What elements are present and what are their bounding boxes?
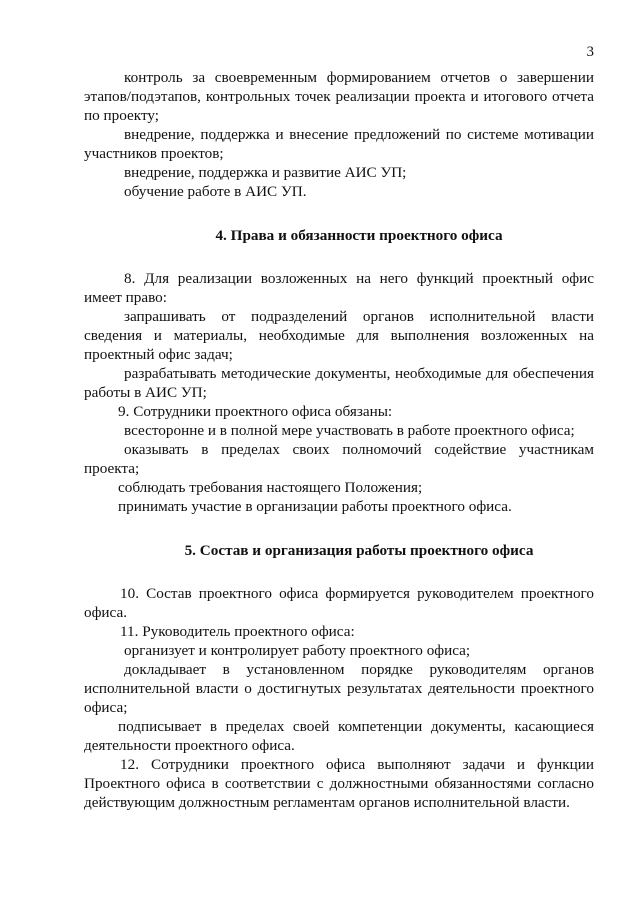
section-heading: 5. Состав и организация работы проектного офиса (184, 542, 534, 559)
paragraph: запрашивать от подразделений органов исполнительной власти сведения и материалы, необходимые для выполнения возложенных на проектный офис задач; (84, 308, 594, 363)
paragraph: 11. Руководитель проектного офиса: (120, 623, 355, 640)
paragraph: внедрение, поддержка и внесение предложений по системе мотивации участников проектов; (84, 126, 594, 162)
paragraph: докладывает в установленном порядке руководителям органов исполнительной власти о достигнутых результатах деятельности проектного офиса; (84, 661, 594, 716)
document-body (84, 68, 594, 812)
paragraph: 10. Состав проектного офиса формируется руководителем проектного офиса. (84, 585, 594, 621)
section-heading: 4. Права и обязанности проектного офиса (215, 227, 503, 244)
paragraph: 12. Сотрудники проектного офиса выполняют задачи и функции Проектного офиса в соответствии с должностными обязанностями согласно действующим должностным регламентам органов исполнительной власти. (84, 756, 594, 811)
paragraph: обучение работе в АИС УП. (124, 183, 307, 200)
paragraph: всесторонне и в полной мере участвовать в работе проектного офиса; (124, 422, 575, 439)
paragraph: принимать участие в организации работы проектного офиса. (118, 498, 512, 515)
paragraph: 9. Сотрудники проектного офиса обязаны: (118, 403, 393, 420)
paragraph: оказывать в пределах своих полномочий содействие участникам проекта; (84, 441, 594, 477)
paragraph: 8. Для реализации возложенных на него функций проектный офис имеет право: (84, 270, 594, 306)
paragraph: разрабатывать методические документы, необходимые для обеспечения работы в АИС УП; (84, 365, 594, 401)
paragraph: соблюдать требования настоящего Положения; (118, 479, 423, 496)
paragraph: контроль за своевременным формированием отчетов о завершении этапов/подэтапов, контрольных точек реализации проекта и итогового отчета по проекту; (84, 69, 594, 124)
paragraph: подписывает в пределах своей компетенции документы, касающиеся деятельности проектного офиса. (84, 718, 594, 754)
paragraph: внедрение, поддержка и развитие АИС УП; (124, 164, 407, 181)
page-number: 3 (586, 44, 594, 60)
paragraph: организует и контролирует работу проектного офиса; (124, 642, 471, 659)
